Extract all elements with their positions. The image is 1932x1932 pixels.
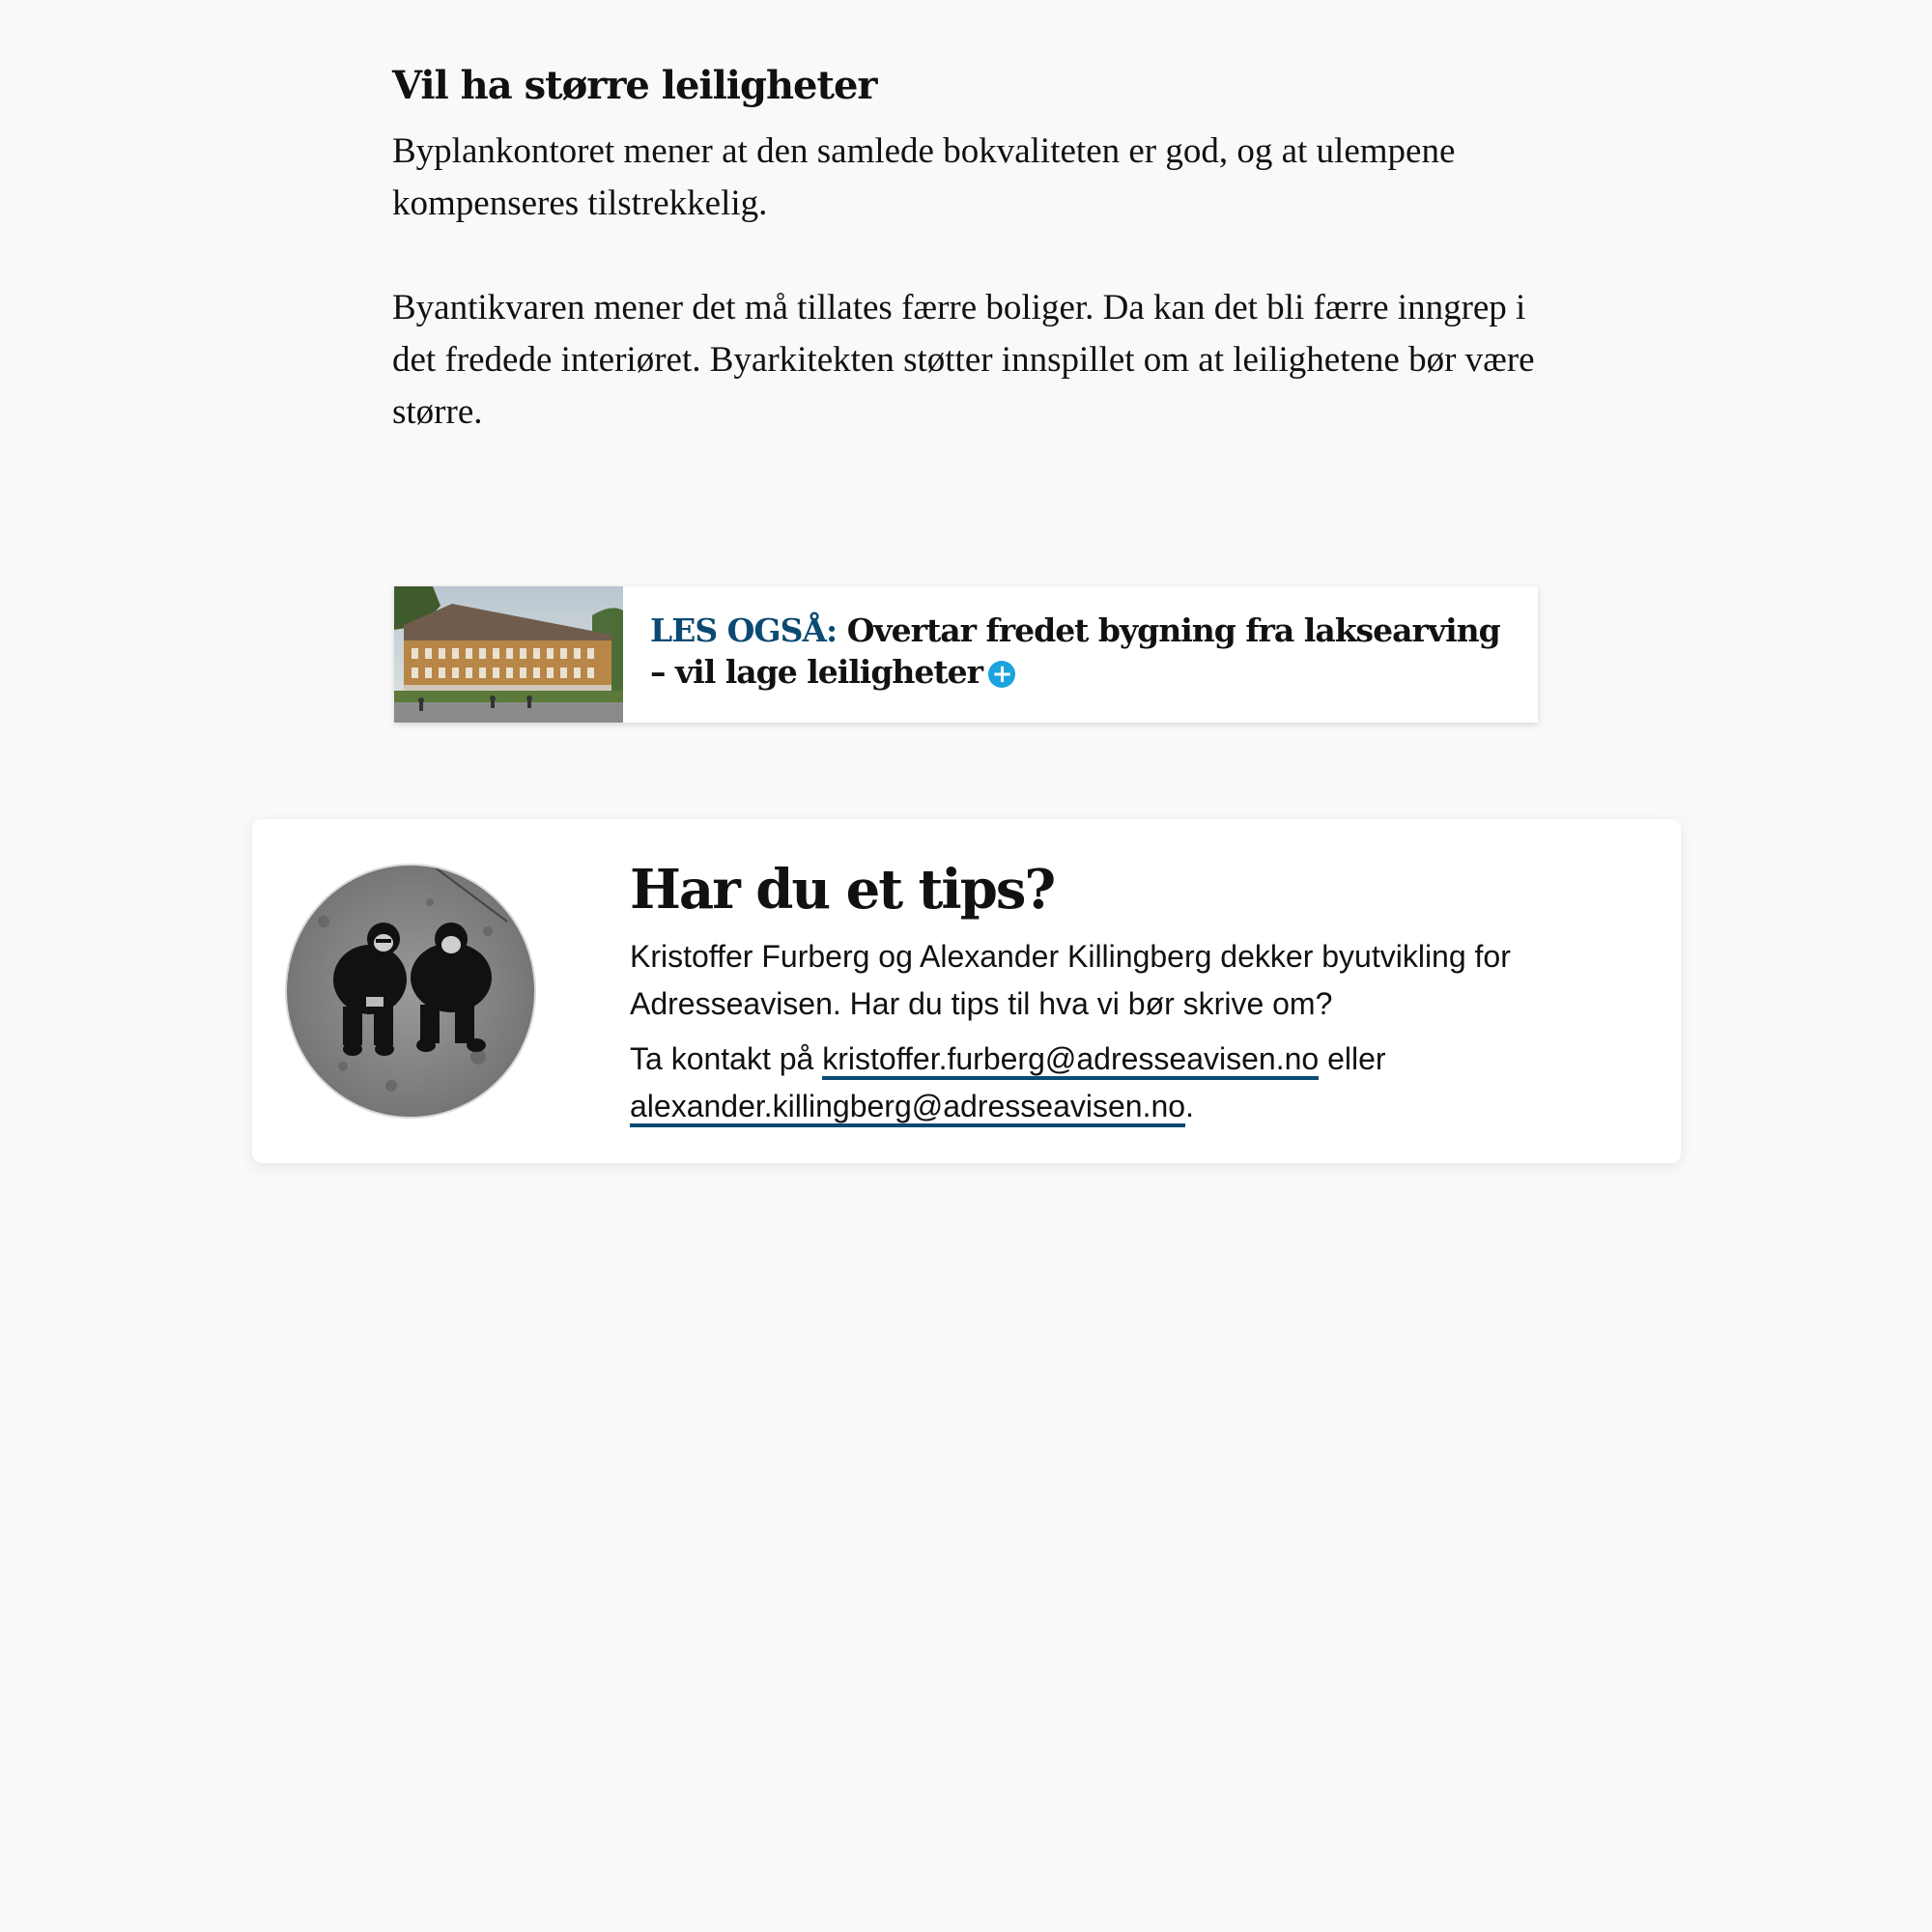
- email-link-killingberg[interactable]: alexander.killingberg@adresseavisen.no: [630, 1089, 1185, 1127]
- article-body: [392, 58, 1551, 491]
- contact-middle: eller: [1327, 1041, 1386, 1076]
- plus-circle-icon: +: [988, 661, 1015, 688]
- journalists-avatar: [285, 864, 536, 1119]
- contact-prefix: Ta kontakt på: [630, 1041, 814, 1076]
- email-link-furberg[interactable]: kristoffer.furberg@adresseavisen.no: [822, 1041, 1319, 1080]
- tips-contact: [630, 1036, 1654, 1130]
- article-paragraph: Byantikvaren mener det må tillates færre boliger. Da kan det bli færre inngrep i det fredede interiøret. Byarkitekten støtter innspillet om at leilighetene bør være større.: [392, 288, 1535, 432]
- contact-suffix: .: [1185, 1089, 1194, 1123]
- related-article-thumbnail: [394, 586, 623, 723]
- related-kicker: LES OGSÅ:: [650, 611, 838, 649]
- related-title: Overtar fredet bygning fra laksearving – vil lage leiligheter: [650, 611, 1500, 691]
- related-article-text: [623, 586, 1538, 723]
- related-article-link[interactable]: [394, 586, 1538, 723]
- tips-box: [252, 819, 1681, 1163]
- tips-title: Har du et tips?: [630, 858, 1055, 922]
- tips-description: Kristoffer Furberg og Alexander Killingberg dekker byutvikling for Adresseavisen. Har du tips til hva vi bør skrive om?: [630, 939, 1511, 1021]
- article-paragraph: Byplankontoret mener at den samlede bokvaliteten er god, og at ulempene kompenseres tilstrekkelig.: [392, 131, 1456, 223]
- section-heading: Vil ha større leiligheter: [392, 63, 877, 108]
- tips-content: [630, 856, 1654, 1138]
